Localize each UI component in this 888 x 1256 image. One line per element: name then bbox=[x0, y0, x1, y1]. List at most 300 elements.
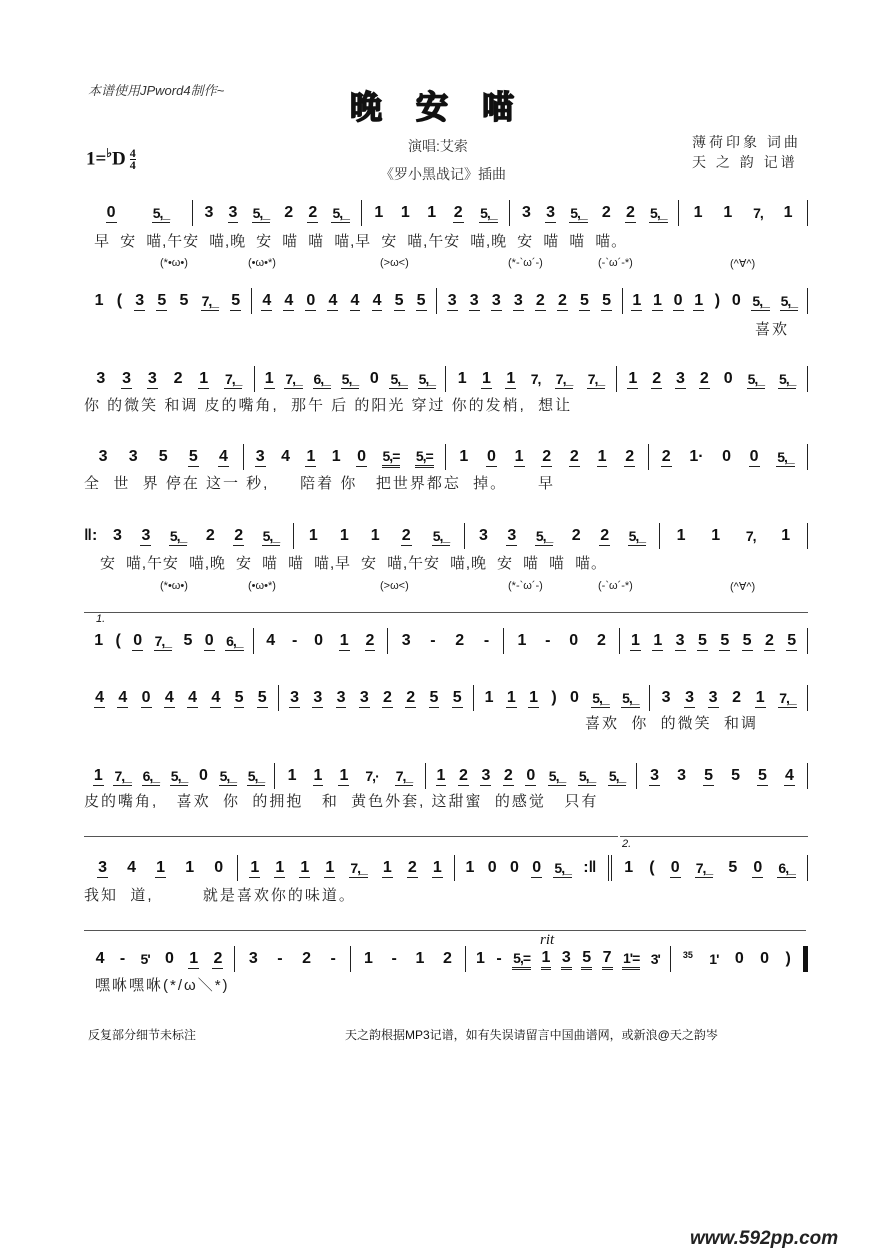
note: 0 bbox=[141, 688, 151, 706]
note: 1 bbox=[313, 766, 323, 784]
note: 3 bbox=[447, 291, 457, 309]
note: 5,_ bbox=[252, 204, 270, 221]
note: 1 bbox=[457, 370, 467, 387]
measure bbox=[637, 763, 808, 789]
note: 5,_ bbox=[622, 689, 639, 706]
note: 5,_ bbox=[592, 689, 609, 706]
note: 6,_ bbox=[313, 370, 330, 387]
note: 1 bbox=[374, 204, 384, 221]
note: 0 bbox=[569, 632, 579, 649]
note: 7,_ bbox=[779, 689, 796, 706]
note: 4 bbox=[785, 766, 794, 784]
note: - bbox=[277, 950, 283, 967]
note: 1 bbox=[94, 292, 104, 309]
note: 2 bbox=[661, 447, 671, 465]
note: 0 bbox=[198, 767, 208, 784]
note: 2 bbox=[569, 447, 579, 465]
note: 5 bbox=[394, 291, 404, 309]
note: 1 bbox=[300, 858, 310, 876]
note: 0 bbox=[532, 858, 542, 876]
note: 4 bbox=[328, 291, 338, 309]
note: 4 bbox=[211, 688, 221, 706]
note: 2 bbox=[443, 950, 452, 967]
emoticon: (*-`ω´-) bbox=[508, 580, 543, 592]
note: - bbox=[545, 632, 551, 649]
note: 1 bbox=[653, 631, 663, 649]
measure bbox=[193, 200, 362, 226]
note: 7,_ bbox=[695, 859, 713, 876]
note: 3 bbox=[677, 767, 687, 784]
note: 4 bbox=[127, 859, 137, 876]
measure bbox=[279, 685, 474, 711]
measure bbox=[426, 763, 637, 789]
emoticon: (^∀^) bbox=[730, 581, 756, 593]
note: 3 bbox=[98, 858, 107, 876]
note: 5 bbox=[179, 292, 189, 309]
note: 1 bbox=[484, 689, 494, 706]
note: 0 bbox=[749, 447, 759, 465]
note: 0 bbox=[306, 291, 316, 309]
note: 5,_ bbox=[262, 527, 280, 544]
emoticon: (*•ω•) bbox=[160, 580, 188, 592]
note: 3 bbox=[513, 291, 523, 309]
note: 1 bbox=[755, 688, 765, 706]
note: 4 bbox=[164, 688, 174, 706]
note: 3 bbox=[135, 291, 145, 309]
note: ) bbox=[714, 292, 721, 309]
note: 7,_ bbox=[201, 292, 219, 309]
key-label: 1= bbox=[86, 148, 107, 170]
note: 2 bbox=[625, 203, 635, 221]
note: 5 bbox=[720, 631, 730, 649]
note: 2 bbox=[407, 858, 417, 876]
note: - bbox=[330, 950, 336, 967]
measure bbox=[650, 685, 808, 711]
note: - bbox=[291, 632, 298, 649]
note: 1 bbox=[400, 204, 410, 221]
note: 5 bbox=[452, 688, 462, 706]
note: 1 bbox=[94, 632, 104, 649]
note: 2 bbox=[596, 632, 606, 649]
note: 0 bbox=[487, 859, 497, 876]
note: 5,_ bbox=[650, 204, 667, 221]
measure bbox=[254, 628, 388, 654]
measure bbox=[255, 366, 446, 392]
note: 6,_ bbox=[142, 767, 160, 784]
note: 3 bbox=[650, 766, 660, 784]
note: 1 bbox=[325, 858, 335, 876]
lyrics-line: 皮的嘴角, 喜欢 你 的拥抱 和 黄色外套, 这甜蜜 的感觉 只有 bbox=[84, 793, 599, 810]
note: 3 bbox=[479, 527, 488, 544]
volta-label: 2. bbox=[622, 838, 632, 850]
note: 1 bbox=[514, 447, 524, 465]
note: 2 bbox=[302, 950, 312, 967]
note: 1 bbox=[711, 527, 721, 544]
note: 2 bbox=[458, 766, 468, 784]
lyricist: 薄荷印象 词曲 bbox=[692, 134, 801, 150]
note: 1 bbox=[415, 950, 425, 967]
note: 0 bbox=[214, 859, 224, 876]
note: 0 bbox=[204, 631, 214, 649]
lyrics-line: 喜欢 bbox=[755, 321, 790, 338]
measure bbox=[244, 444, 447, 470]
note: 5,_ bbox=[341, 370, 359, 387]
note: 1 bbox=[308, 527, 318, 544]
note: 1· bbox=[689, 448, 704, 465]
footer-note-left: 反复部分细节未标注 bbox=[88, 1028, 197, 1042]
note: 1 bbox=[370, 527, 380, 544]
measure bbox=[84, 444, 244, 470]
note: 3 bbox=[313, 688, 323, 706]
note: 1 bbox=[382, 858, 392, 876]
note: 3 bbox=[141, 526, 151, 544]
note: 35 bbox=[682, 950, 693, 960]
note: 1 bbox=[331, 448, 341, 465]
note: 4 bbox=[281, 448, 290, 465]
note: 3 bbox=[122, 369, 132, 387]
score-row bbox=[84, 200, 808, 226]
note: 5,_ bbox=[554, 859, 571, 876]
measure bbox=[466, 946, 670, 972]
note: 2 bbox=[406, 688, 416, 706]
note: 0 bbox=[314, 632, 323, 649]
note: - bbox=[119, 950, 126, 967]
volta-label: 1. bbox=[96, 613, 106, 625]
note: 4 bbox=[350, 291, 360, 309]
measure bbox=[84, 366, 255, 392]
emoticon: (>ω<) bbox=[380, 257, 409, 269]
note: 2 bbox=[205, 527, 215, 544]
note: 1 bbox=[517, 632, 527, 649]
note: 5,_ bbox=[480, 204, 497, 221]
lyrics-line: 你 的微笑 和调 皮的嘴角, 那午 后 的阳光 穿过 你的发梢, 想让 bbox=[84, 397, 573, 414]
note: 7,_ bbox=[285, 370, 302, 387]
note: 5 bbox=[183, 632, 193, 649]
lyrics-line: 喜欢 你 的微笑 和调 bbox=[585, 715, 759, 732]
note: 2 bbox=[600, 526, 610, 544]
note: 1 bbox=[189, 949, 199, 967]
measure bbox=[84, 288, 252, 314]
note: 3 bbox=[248, 950, 258, 967]
note: 2 bbox=[173, 370, 183, 387]
measure bbox=[612, 855, 808, 881]
note: 7,_ bbox=[225, 370, 242, 387]
measure bbox=[84, 855, 238, 881]
note: 4 bbox=[262, 291, 272, 309]
note: 1 bbox=[339, 766, 349, 784]
note: 5,_ bbox=[535, 527, 553, 544]
note: 5,= bbox=[512, 949, 531, 970]
note: 0 bbox=[722, 448, 732, 465]
note: 5 bbox=[704, 766, 713, 784]
lyrics-line: 嘿咻嘿咻(*/ω＼*) bbox=[95, 977, 230, 994]
measure bbox=[474, 685, 650, 711]
note: 5,_ bbox=[418, 370, 436, 387]
note: 2 bbox=[557, 291, 567, 309]
note: 2 bbox=[625, 447, 635, 465]
key-note: D bbox=[112, 148, 126, 170]
emoticon: (*•ω•) bbox=[160, 257, 188, 269]
note: 1 bbox=[436, 766, 446, 784]
singer: 演唱:艾索 bbox=[408, 138, 468, 154]
lyrics-line: 我知 道, 就是喜欢你的味道。 bbox=[84, 887, 356, 904]
note: - bbox=[496, 950, 502, 967]
note: 1 bbox=[676, 527, 686, 544]
made-with-note: 本谱使用JPword4制作~ bbox=[88, 83, 225, 98]
repeat-start-sign: ‖: bbox=[84, 527, 98, 544]
note: 0 bbox=[673, 291, 683, 309]
note: 0 bbox=[133, 631, 143, 649]
note: 0 bbox=[731, 292, 741, 309]
note: 5,_ bbox=[780, 292, 798, 309]
note: 5,_ bbox=[390, 370, 407, 387]
note: 1 bbox=[465, 859, 475, 876]
note: 3 bbox=[359, 688, 369, 706]
measure bbox=[84, 685, 279, 711]
note: 1 bbox=[482, 369, 491, 387]
watermark: www.592pp.com bbox=[690, 1228, 839, 1249]
note: 1 bbox=[156, 858, 166, 876]
note: 1 bbox=[476, 950, 485, 967]
note: 6,_ bbox=[778, 859, 795, 876]
note: 5 bbox=[581, 949, 592, 970]
note: 1 bbox=[185, 859, 195, 876]
note: 3 bbox=[113, 527, 122, 544]
note: 2 bbox=[542, 447, 552, 465]
note: 1 bbox=[199, 369, 209, 387]
emoticon: (•ω•*) bbox=[248, 257, 276, 269]
note: 3 bbox=[204, 204, 214, 221]
note: 2 bbox=[764, 631, 774, 649]
note: 5,_ bbox=[432, 527, 450, 544]
measure bbox=[437, 288, 622, 314]
note: 0 bbox=[487, 447, 496, 465]
note: 0 bbox=[165, 950, 174, 967]
note: - bbox=[483, 632, 490, 649]
time-bottom: 4 bbox=[129, 158, 136, 173]
note: 0 bbox=[723, 370, 733, 387]
note: 5,_ bbox=[608, 767, 626, 784]
note: 5 bbox=[257, 688, 267, 706]
note: 1 bbox=[694, 291, 704, 309]
note: ( bbox=[649, 859, 655, 876]
score-row bbox=[84, 628, 808, 654]
note: 4 bbox=[284, 291, 294, 309]
note: 0 bbox=[570, 689, 579, 706]
note: 1 bbox=[339, 527, 349, 544]
score-row bbox=[84, 523, 808, 549]
note: 1 bbox=[506, 688, 516, 706]
note: 7,_ bbox=[587, 370, 605, 387]
measure bbox=[99, 523, 294, 549]
measure bbox=[649, 444, 809, 470]
note: 1 bbox=[432, 858, 442, 876]
note: 5,_ bbox=[247, 767, 265, 784]
time-signature bbox=[130, 148, 136, 171]
volta-bracket-line bbox=[84, 612, 808, 613]
note: 4 bbox=[188, 688, 197, 706]
note: 3 bbox=[401, 632, 411, 649]
volta-bracket-line bbox=[84, 836, 618, 837]
note: ) bbox=[785, 950, 791, 967]
note: ( bbox=[116, 292, 123, 309]
note: 0 bbox=[106, 203, 116, 221]
measure bbox=[446, 366, 617, 392]
note: 3 bbox=[255, 447, 265, 465]
measure bbox=[465, 523, 660, 549]
note: 2 bbox=[732, 689, 742, 706]
note: 1 bbox=[506, 369, 516, 387]
note: 5,_ bbox=[752, 292, 769, 309]
note: 1 bbox=[275, 858, 285, 876]
score-row bbox=[84, 763, 808, 789]
note: 5 bbox=[158, 448, 168, 465]
note: - bbox=[391, 950, 397, 967]
note: 3 bbox=[522, 204, 531, 221]
note: 3 bbox=[147, 369, 157, 387]
note: 5 bbox=[580, 291, 589, 309]
note: 1 bbox=[781, 527, 791, 544]
note: 0 bbox=[734, 950, 744, 967]
note: 5 bbox=[728, 859, 738, 876]
note: 5 bbox=[787, 631, 797, 649]
note: 5 bbox=[742, 631, 752, 649]
note: 2 bbox=[308, 203, 318, 221]
footer-note-right: 天之韵根据MP3记谱，如有失误请留言中国曲谱网，或新浪@天之韵岑 bbox=[345, 1028, 718, 1042]
note: 1 bbox=[339, 631, 349, 649]
note: 3 bbox=[481, 766, 491, 784]
note: 2 bbox=[601, 204, 611, 221]
song-title: 晚安喵 bbox=[350, 88, 549, 126]
note: 2 bbox=[571, 527, 581, 544]
note: 6,_ bbox=[226, 632, 243, 649]
note: 3 bbox=[128, 448, 138, 465]
note: 1 bbox=[597, 447, 607, 465]
note: 2 bbox=[652, 369, 662, 387]
note: 5 bbox=[188, 447, 198, 465]
note: 7, bbox=[753, 205, 763, 221]
note: 2 bbox=[699, 369, 709, 387]
measure bbox=[446, 444, 649, 470]
note: 5,_ bbox=[152, 204, 170, 221]
note: 1 bbox=[541, 949, 552, 970]
note: 5,_ bbox=[628, 527, 646, 544]
note: 2 bbox=[284, 204, 294, 221]
note: 5,_ bbox=[777, 448, 794, 465]
score-row bbox=[84, 366, 808, 392]
measure bbox=[679, 200, 808, 226]
volta-bracket-line bbox=[84, 930, 806, 931]
note: 3 bbox=[708, 688, 718, 706]
measure bbox=[671, 946, 808, 972]
note: 3 bbox=[685, 688, 694, 706]
measure bbox=[84, 628, 254, 654]
measure bbox=[238, 855, 455, 881]
note: 5,_ bbox=[570, 204, 587, 221]
note: 2 bbox=[383, 688, 392, 706]
measure bbox=[504, 628, 620, 654]
note: 5,= bbox=[382, 447, 401, 468]
note: 5,_ bbox=[170, 767, 188, 784]
note: 3 bbox=[546, 203, 556, 221]
note: 3 bbox=[507, 526, 517, 544]
note: 4 bbox=[118, 688, 128, 706]
note: 1 bbox=[93, 766, 103, 784]
measure bbox=[84, 763, 275, 789]
note: 0 bbox=[509, 859, 519, 876]
note: 1 bbox=[364, 950, 373, 967]
measure bbox=[275, 763, 426, 789]
note: 3 bbox=[661, 689, 671, 706]
note: 3 bbox=[676, 369, 685, 387]
note: 2 bbox=[365, 631, 375, 649]
lyrics-line: 安 喵,午安 喵,晚 安 喵 喵 喵,早 安 喵,午安 喵,晚 安 喵 喵 喵。 bbox=[100, 555, 607, 572]
note: 1 bbox=[632, 291, 642, 309]
score-row bbox=[84, 855, 808, 881]
note: 7, bbox=[530, 371, 541, 387]
note: 5,_ bbox=[747, 370, 765, 387]
note: 2 bbox=[455, 632, 465, 649]
note: 7,_ bbox=[350, 859, 367, 876]
volta-bracket-line bbox=[620, 836, 808, 837]
note: 5' bbox=[140, 951, 150, 967]
score-row bbox=[84, 444, 808, 470]
ritardando-mark: rit bbox=[540, 932, 555, 948]
note: 1 bbox=[250, 858, 260, 876]
note: 0 bbox=[526, 766, 536, 784]
note: 5,_ bbox=[219, 767, 237, 784]
note: 1 bbox=[693, 204, 703, 221]
note: 0 bbox=[369, 370, 379, 387]
measure bbox=[252, 288, 437, 314]
score-row bbox=[84, 685, 808, 711]
measure bbox=[388, 628, 504, 654]
score-row bbox=[84, 288, 808, 314]
note: 5,_ bbox=[332, 204, 349, 221]
note: 2 bbox=[503, 766, 513, 784]
note: 0 bbox=[357, 447, 367, 465]
note: 5,_ bbox=[548, 767, 566, 784]
note: 2 bbox=[401, 526, 411, 544]
note: 2 bbox=[234, 526, 244, 544]
note: 2 bbox=[453, 203, 463, 221]
note: 5 bbox=[231, 291, 241, 309]
note: 3 bbox=[336, 688, 346, 706]
note: 1 bbox=[628, 369, 638, 387]
time-top: 4 bbox=[129, 146, 136, 161]
emoticon: (-`ω´-*) bbox=[598, 580, 633, 592]
note: 5 bbox=[758, 766, 767, 784]
note: 1 bbox=[287, 767, 297, 784]
note: 7 bbox=[602, 949, 613, 970]
flat-sign: ♭ bbox=[106, 146, 112, 160]
note: 5 bbox=[731, 767, 740, 784]
note: 7,_ bbox=[114, 767, 131, 784]
measure bbox=[660, 523, 808, 549]
note: 1 bbox=[723, 204, 733, 221]
note: 4 bbox=[95, 688, 105, 706]
measure bbox=[235, 946, 351, 972]
measure bbox=[362, 200, 511, 226]
note: 3 bbox=[675, 631, 685, 649]
note: 3' bbox=[650, 951, 660, 967]
note: 2 bbox=[213, 949, 223, 967]
measure bbox=[294, 523, 465, 549]
note: 5 bbox=[429, 688, 439, 706]
note: 1 bbox=[631, 631, 640, 649]
transcriber: 天 之 韵 记谱 bbox=[692, 154, 798, 170]
note: 1' bbox=[709, 951, 719, 967]
